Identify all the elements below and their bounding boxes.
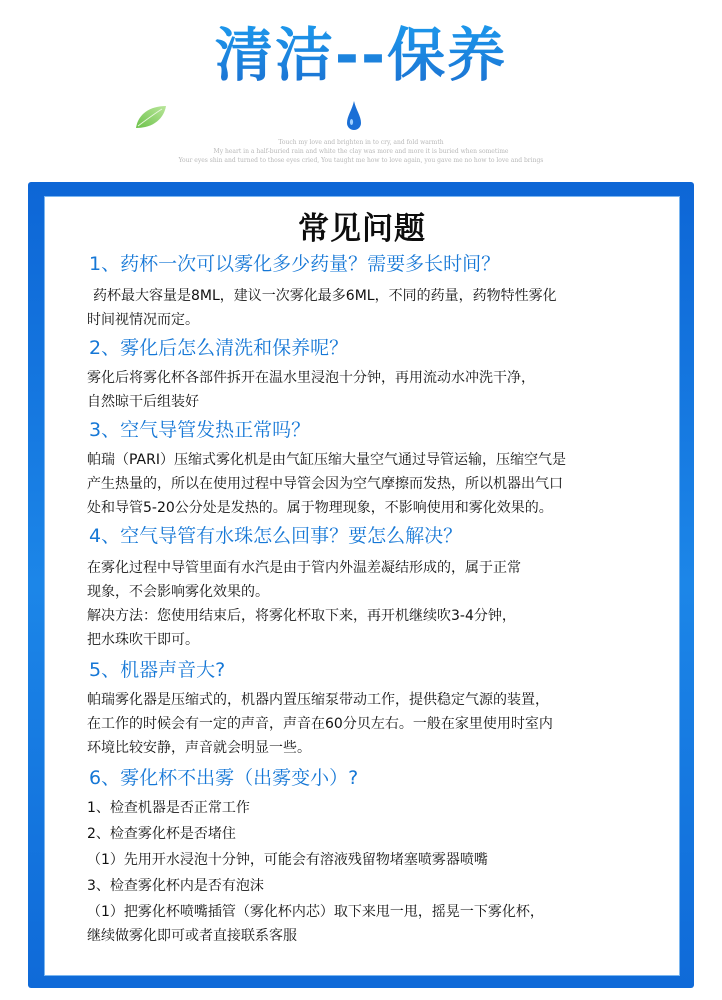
faq-answer-line: 现象，不会影响雾化效果的。: [87, 584, 269, 600]
faq-answer-line: 在工作的时候会有一定的声音，声音在60分贝左右。一般在家里使用时室内: [87, 716, 553, 732]
faq-answer-line: 3、检查雾化杯内是否有泡沫: [87, 878, 264, 894]
faq-answer-line: 1、检查机器是否正常工作: [87, 800, 250, 816]
faq-answer-line: 自然晾干后组装好: [87, 394, 199, 410]
faq-panel: [44, 196, 680, 976]
faq-question-3: 3、空气导管发热正常吗？: [89, 419, 311, 441]
faq-question-4: 4、空气导管有水珠怎么回事？要怎么解决？: [89, 525, 463, 547]
leaf-icon: [134, 104, 168, 130]
faq-answer-line: 环境比较安静，声音就会明显一些。: [87, 740, 311, 756]
faint-decorative-text: Touch my love and brighten in to cry, and fold warmth: [278, 139, 444, 146]
faq-answer-line: 解决方法：您使用结束后，将雾化杯取下来，再开机继续吹3-4分钟，: [87, 608, 516, 624]
faq-answer-line: 帕瑞雾化器是压缩式的，机器内置压缩泵带动工作，提供稳定气源的装置，: [87, 692, 549, 708]
faq-answer-line: （1）先用开水浸泡十分钟，可能会有溶液残留物堵塞喷雾器喷嘴: [87, 852, 488, 868]
faq-answer-line: 时间视情况而定。: [87, 312, 199, 328]
faq-answer-line: 帕瑞（PARI）压缩式雾化机是由气缸压缩大量空气通过导管运输，压缩空气是: [87, 452, 566, 468]
faq-answer-line: （1）把雾化杯喷嘴插管（雾化杯内芯）取下来甩一甩，摇晃一下雾化杯，: [87, 904, 544, 920]
faq-answer-line: 2、检查雾化杯是否堵住: [87, 826, 236, 842]
faq-answer-line: 雾化后将雾化杯各部件拆开在温水里浸泡十分钟，再用流动水冲洗干净，: [87, 370, 535, 386]
faq-question-5: 5、机器声音大?: [89, 659, 226, 681]
faq-heading: 常见问题: [298, 211, 426, 247]
faint-decorative-text: My heart in a half-buried rain and white the clay was more and more it is buried when sometime: [213, 148, 509, 155]
faq-question-6: 6、雾化杯不出雾（出雾变小）?: [89, 767, 359, 789]
faq-question-1: 1、药杯一次可以雾化多少药量？需要多长时间？: [89, 253, 501, 275]
faint-decorative-text: Your eyes shin and turned to those eyes cried, You taught me how to love again, you gave me no how to love and brings: [178, 157, 544, 164]
faq-answer-line: 在雾化过程中导管里面有水汽是由于管内外温差凝结形成的，属于正常: [87, 560, 521, 576]
water-drop-icon: [346, 100, 362, 132]
faq-answer-line: 处和导管5-20公分处是发热的。属于物理现象，不影响使用和雾化效果的。: [87, 500, 553, 516]
faq-answer-line: 产生热量的，所以在使用过程中导管会因为空气摩擦而发热，所以机器出气口: [87, 476, 563, 492]
faq-question-2: 2、雾化后怎么清洗和保养呢？: [89, 337, 349, 359]
faq-answer-line: 继续做雾化即可或者直接联系客服: [87, 928, 297, 944]
page-title: 清洁--保养: [0, 8, 722, 92]
faq-answer-line: 药杯最大容量是8ML，建议一次雾化最多6ML，不同的药量，药物特性雾化: [93, 288, 557, 304]
faq-answer-line: 把水珠吹干即可。: [87, 632, 199, 648]
